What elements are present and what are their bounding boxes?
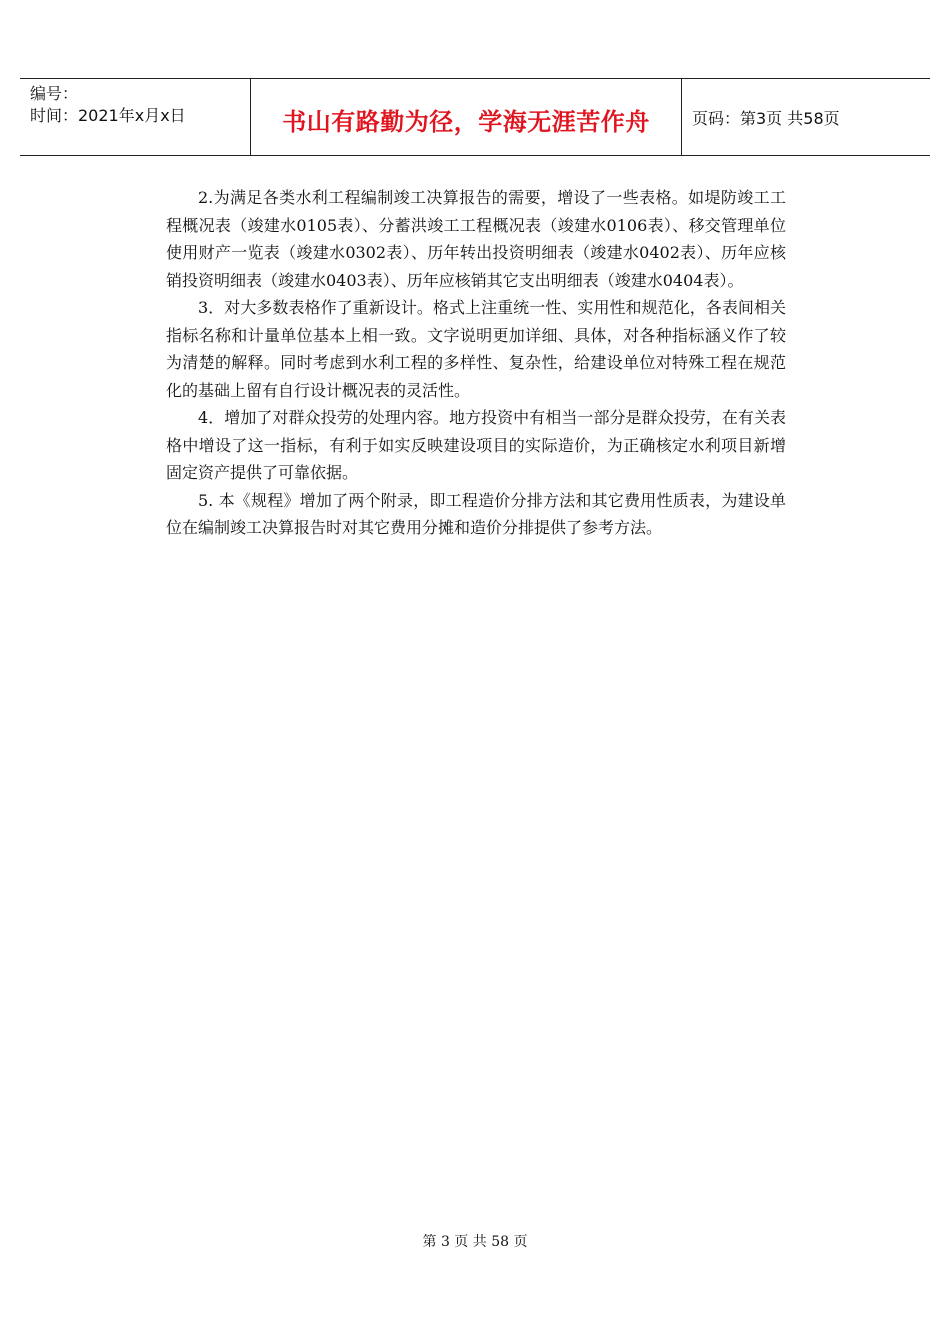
- header-meta: [20, 79, 251, 155]
- page-footer: 第 3 页 共 58 页: [422, 1234, 528, 1250]
- header-table: [20, 78, 930, 156]
- time-label: 时间：2021年x月x日: [30, 106, 186, 125]
- code-label: 编号：: [30, 84, 79, 103]
- paragraph-4: 4．增加了对群众投劳的处理内容。地方投资中有相当一部分是群众投劳，在有关表格中增设了这一指标，有利于如实反映建设项目的实际造价，为正确核定水利项目新增固定资产提供了可靠依据。: [166, 408, 786, 482]
- header-page-info: 页码：第3页 共58页: [692, 108, 840, 128]
- document-body: [166, 184, 786, 542]
- paragraph-5: 5. 本《规程》增加了两个附录，即工程造价分排方法和其它费用性质表，为建设单位在编制竣工决算报告时对其它费用分摊和造价分排提供了参考方法。: [166, 490, 786, 537]
- paragraph-3: 3．对大多数表格作了重新设计。格式上注重统一性、实用性和规范化，各表间相关指标名称和计量单位基本上相一致。文字说明更加详细、具体，对各种指标涵义作了较为清楚的解释。同时考虑到水利工程的多样性、复杂性，给建设单位对特殊工程在规范化的基础上留有自行设计概况表的灵活性。: [166, 298, 786, 400]
- paragraph-2: 2.为满足各类水利工程编制竣工决算报告的需要，增设了一些表格。如堤防竣工工程概况表（竣建水0105表）、分蓄洪竣工工程概况表（竣建水0106表）、移交管理单位使用财产一览表（竣建水0302表）、历年转出投资明细表（竣建水0402表）、历年应核销投资明细表（竣建水0403表）、历年应核销其它支出明细表（竣建水0404表）。: [166, 188, 786, 290]
- header-motto: 书山有路勤为径，学海无涯苦作舟: [251, 79, 682, 155]
